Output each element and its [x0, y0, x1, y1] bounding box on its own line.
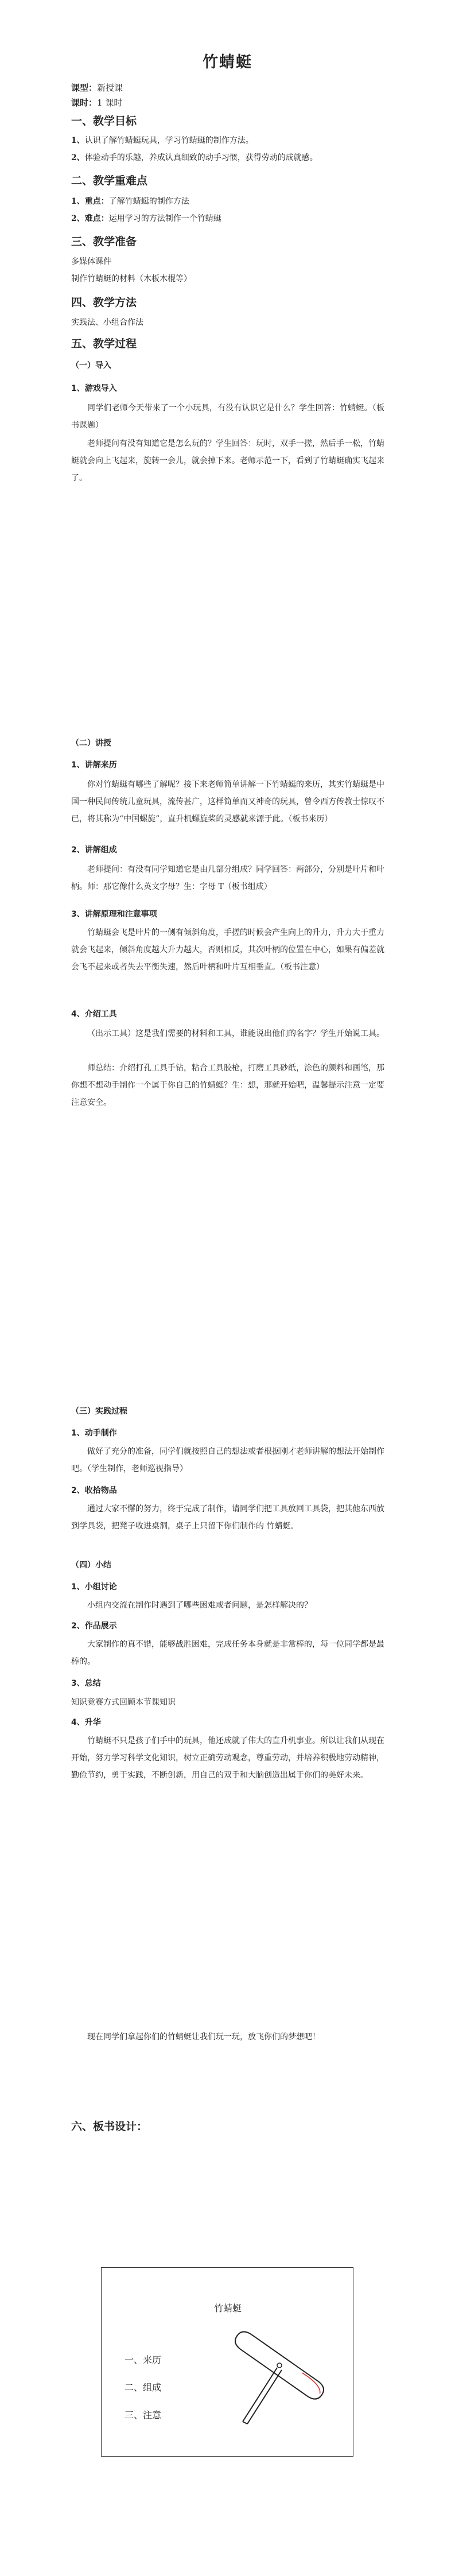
keypoint-item-2	[71, 211, 392, 226]
goal-1-number: 1、	[71, 136, 85, 145]
teach-paragraph-principle: 竹蜻蜓会飞是叶片的一侧有倾斜角度，手搓的时候会产生向上的升力，升力大于重力就会飞起来，倾斜角度越大升力越大，否则相反，其次叶柄的位置在中心，如果有偏差就会飞不起来或者失去平衡失速，然后叶柄和叶片互相垂直。（板书注意）	[71, 928, 384, 972]
keypoint-1-label: 1、重点：	[71, 197, 109, 206]
practice-paragraph-make: 做好了充分的准备，同学们就按照自己的想法或者根据刚才老师讲解的想法开始制作吧。（学生制作，老师巡视指导）	[71, 1447, 384, 1473]
summary-sub-elevate: 4、升华	[71, 1718, 101, 1727]
section-heading-keypoints: 二、教学重难点	[71, 174, 148, 187]
summary-paragraph-show: 大家制作的真不错，能够战胜困难，完成任务本身就是非常棒的，每一位同学都是最棒的。	[71, 1640, 384, 1666]
teach-sub-tools: 4、介绍工具	[71, 1010, 117, 1019]
lesson-type-value: 新授课	[97, 83, 123, 93]
bamboo-dragonfly-icon	[216, 2319, 337, 2434]
teach-sub-structure: 2、讲解组成	[71, 845, 117, 855]
goal-1-text: 认识了解竹蜻蜓玩具，学习竹蜻蜓的制作方法。	[84, 136, 254, 145]
lesson-hours-value: 1 课时	[97, 98, 123, 108]
teach-paragraph-summary: 师总结：介绍打孔工具手钻，粘合工具胶枪，打磨工具砂纸，涂色的颜料和画笔，那你想不想动手制作一个属于你自己的竹蜻蜓？生：想，那就开始吧，温馨提示注意一定要注意安全。	[71, 1064, 384, 1107]
lesson-hours-label: 课时：	[71, 98, 98, 108]
intro-sub-game: 1、游戏导入	[71, 384, 117, 393]
process-heading-summary: （四）小结	[71, 1561, 111, 1570]
summary-paragraph-elevate: 竹蜻蜓不只是孩子们手中的玩具，他还成就了伟大的直升机事业。所以让我们从现在开始，努力学习科学文化知识，树立正确劳动观念，尊重劳动，并培养积极地劳动精神，勤俭节约，勇于实践，不断创新，用自己的双手和大脑创造出属于你们的美好未来。	[71, 1736, 384, 1780]
section-heading-method: 四、教学方法	[71, 296, 137, 309]
teach-sub-principle: 3、讲解原理和注意事项	[71, 910, 157, 919]
teach-paragraph-tools: （出示工具）这是我们需要的材料和工具，谁能说出他们的名字？学生开始说工具。	[87, 1029, 384, 1038]
goal-2-text: 体验动手的乐趣，养成认真细致的动手习惯，获得劳动的成就感。	[84, 153, 318, 162]
board-title: 竹蜻蜓	[213, 2303, 242, 2314]
summary-paragraph-discuss: 小组内交流在制作时遇到了哪些困难或者问题，是怎样解决的？	[87, 1601, 312, 1610]
board-item-notice: 三、注意	[125, 2410, 162, 2420]
goal-2-number: 2、	[71, 153, 85, 162]
summary-sub-discuss: 1、小组讨论	[71, 1582, 117, 1592]
board-design-box	[101, 2267, 353, 2457]
intro-paragraph-2: 老师提问有没有知道它是怎么玩的？学生回答：玩时，双手一搓，然后手一松，竹蜻蜓就会向上飞起来，旋转一会儿，就会掉下来。老师示范一下，看到了竹蜻蜓确实飞起来了。	[71, 439, 384, 483]
teach-sub-history: 1、讲解来历	[71, 761, 117, 770]
summary-paragraph-conclude: 知识竞赛方式回顾本节课知识	[71, 1698, 176, 1707]
keypoint-2-text: 运用学习的方法制作一个竹蜻蜓	[108, 214, 221, 223]
teach-paragraph-structure: 老师提问：有没有同学知道它是由几部分组成？同学回答：两部分，分别是叶片和叶柄。师：那它像什么英文字母？生：字母 T（板书组成）	[71, 865, 384, 891]
summary-sub-show: 2、作品展示	[71, 1621, 117, 1631]
summary-sub-conclude: 3、总结	[71, 1679, 101, 1688]
process-heading-teach: （二）讲授	[71, 739, 111, 748]
keypoint-item-1	[71, 194, 392, 209]
goal-item-2	[71, 150, 392, 165]
page-title: 竹蜻蜓	[203, 53, 252, 71]
lesson-type	[71, 82, 123, 94]
lesson-hours	[71, 96, 122, 108]
prep-line-1: 多媒体课件	[71, 257, 111, 266]
keypoint-2-label: 2、难点：	[71, 214, 109, 223]
practice-sub-cleanup: 2、收拾物品	[71, 1486, 117, 1495]
goal-item-1	[71, 133, 392, 148]
intro-paragraph-1: 同学们老师今天带来了一个小玩具，有没有认识它是什么？学生回答：竹蜻蜓。（板书课题）	[71, 404, 384, 430]
board-item-structure: 二、组成	[125, 2382, 162, 2393]
process-heading-practice: （三）实践过程	[71, 1407, 127, 1416]
section-heading-prep: 三、教学准备	[71, 235, 137, 248]
board-item-history: 一、来历	[125, 2354, 162, 2365]
teach-paragraph-history: 你对竹蜻蜓有哪些了解呢？接下来老师简单讲解一下竹蜻蜓的来历，其实竹蜻蜓是中国一种民间传统儿童玩具，流传甚广，这样简单而又神奇的玩具，曾令西方传教士惊叹不已，将其称为“中国螺旋”，直升机螺旋桨的灵感就来源于此。（板书来历）	[71, 780, 384, 824]
practice-paragraph-cleanup: 通过大家不懈的努力，终于完成了制作，请同学们把工具放回工具袋，把其他东西放到学具袋，把凳子收进桌洞，桌子上只留下你们制作的 竹蜻蜓。	[71, 1504, 384, 1531]
method-line-1: 实践法、小组合作法	[71, 318, 143, 327]
prep-line-2: 制作竹蜻蜓的材料（木板木棍等）	[71, 274, 192, 284]
keypoint-1-text: 了解竹蜻蜓的制作方法	[108, 197, 189, 206]
section-heading-goals: 一、教学目标	[71, 115, 137, 127]
closing-paragraph: 现在同学们拿起你们的竹蜻蜓让我们玩一玩，放飞你们的梦想吧！	[87, 2032, 320, 2042]
section-heading-process: 五、教学过程	[71, 337, 137, 350]
practice-sub-make: 1、动手制作	[71, 1429, 117, 1438]
process-heading-intro: （一）导入	[71, 361, 111, 370]
section-heading-board: 六、板书设计：	[71, 2120, 148, 2133]
lesson-type-label: 课型：	[71, 83, 98, 93]
